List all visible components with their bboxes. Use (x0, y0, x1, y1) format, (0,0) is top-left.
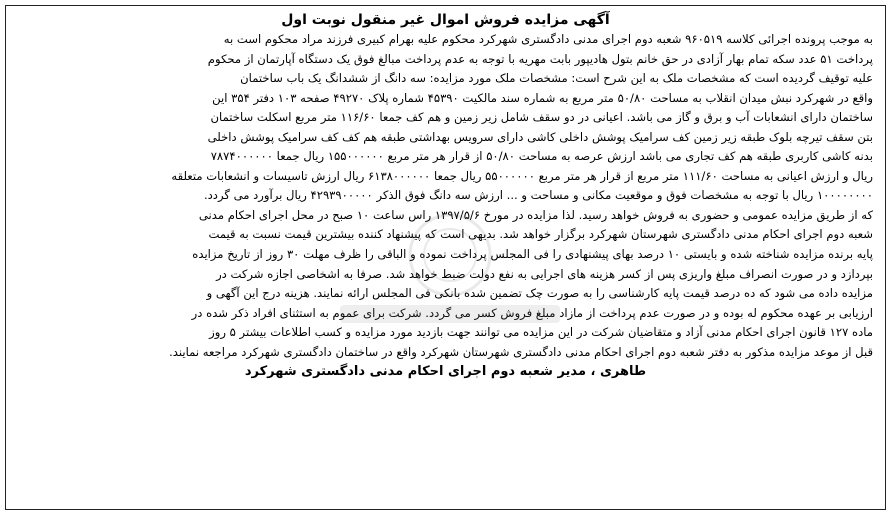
notice-line: مزایده داده می شود که ده درصد قیمت پایه کارشناسی را به صورت چک تضمین شده بانکی فی المجلس ارائه نمایند. هزینه درج این آگهی و (206, 286, 873, 301)
notice-frame (5, 5, 886, 510)
notice-line: واقع در شهرکرد نبش میدان انقلاب به مساحت ۵۰/۸۰ متر مربع به شماره سند مالکیت ۴۵۳۹۰ شماره پلاک ۴۹۲۷۰ صفحه ۱۰۳ دفتر ۳۵۴ این (212, 90, 873, 105)
notice-line: به موجب پرونده اجرائی کلاسه ۹۶۰۵۱۹ شعبه دوم اجرای مدنی دادگستری شهرکرد محکوم علیه بهرام کبیری فرزند مراد محکوم است به (223, 32, 873, 46)
notice-line: که از طریق مزایده عمومی و حضوری به فروش خواهد رسید. لذا مزایده در مورخ ۱۳۹۷/۵/۶ راس ساعت ۱۰ صبح در محل اجرای احکام مدنی (198, 207, 873, 222)
notice-line: پایه برنده مزایده شناخته شده و بایستی ۱۰ درصد بهای پیشنهادی را فی المجلس پرداخت نموده و الباقی را ظرف مهلت ۳۰ روز از تاریخ مزایده (192, 247, 873, 262)
notice-line: ماده ۱۲۷ قانون اجرای احکام مدنی آزاد و متقاضیان شرکت در این مزایده می توانند جهت بازدید مورد مزایده و کسب اطلاعات بیشتر ۵ روز (209, 325, 873, 340)
notice-line: ریال و ارزش اعیانی به مساحت ۱۱۱/۶۰ متر مربع از قرار هر متر مربع ۵۵۰۰۰۰۰۰ ریال جمعا ۶۱۳۸۰۰۰۰۰۰ ریال ارزش تاسیسات و انشعابات متعلقه (171, 168, 873, 183)
notice-title: آگهی مزایده فروش اموال غیر منقول نوبت اول (281, 12, 610, 28)
notice-line: ساختمان دارای انشعابات آب و برق و گاز می باشد. اعیانی در دو سقف شامل زیر زمین و هم کف جمعا ۱۱۶/۶۰ متر مربع اسکلت ساختمان (210, 110, 873, 125)
notice-line: بپردازد و در صورت انصراف مبلغ واریزی پس از کسر هزینه های اجرایی به نفع دولت ضبط خواهد شد. صرفا به اشخاصی اجازه شرکت در (216, 266, 873, 281)
notice-line: ۱۰۰۰۰۰۰۰۰ ریال با توجه به مشخصات فوق و موقعیت مکانی و مساحت و ... ارزش سه دانگ فوق الذکر ۴۲۹۳۹۰۰۰۰۰ ریال برآورد می گردد. (203, 188, 873, 203)
notice-line: ارزیابی بر عهده محکوم له بوده و در صورت عدم پرداخت از مازاد مبلغ فروش کسر می گردد. شرکت برای عموم به استثنای افراد ذکر شده در (191, 305, 873, 320)
notice-line: علیه توقیف گردیده است که مشخصات ملک به این شرح است: مشخصات ملک مورد مزایده: سه دانگ از ششدانگ یک باب ساختمان (240, 71, 873, 86)
notice-line: بدنه کاشی کاربری طبقه هم کف تجاری می باشد ارزش عرصه به مساحت ۵۰/۸۰ از قرار هر متر مربع ۱۵۵۰۰۰۰۰۰ ریال جمعا ۷۸۷۴۰۰۰۰۰۰ (210, 149, 873, 164)
notice-signature: طاهری ، مدیر شعبه دوم اجرای احکام مدنی دادگستری شهرکرد (244, 364, 647, 380)
notice-line: قبل از موعد مزایده مذکور به دفتر شعبه دوم اجرای احکام مدنی دادگستری شهرستان شهرکرد واقع در ساختمان دادگستری شهرکرد مراجعه نمایند. (169, 344, 873, 359)
notice-line: پرداخت ۵۱ عدد سکه تمام بهار آزادی در حق خانم بتول هادیپور بابت مهریه با توجه به عدم پرداخت مبالغ فوق یک دستگاه آپارتمان از محکوم (207, 51, 873, 66)
notice-line: شعبه دوم اجرای احکام مدنی دادگستری شهرستان شهرکرد برگزار خواهد شد. بدیهی است که پیشنهاد کننده بیشترین قیمت نسبت به قیمت (208, 227, 873, 242)
notice-line: بتن سقف تیرچه بلوک طبقه زیر زمین کف سرامیک پوشش داخلی کاشی دارای سرویس بهداشتی طبقه هم کف کف سرامیک پوشش داخلی (207, 129, 873, 144)
notice-body (18, 30, 873, 362)
